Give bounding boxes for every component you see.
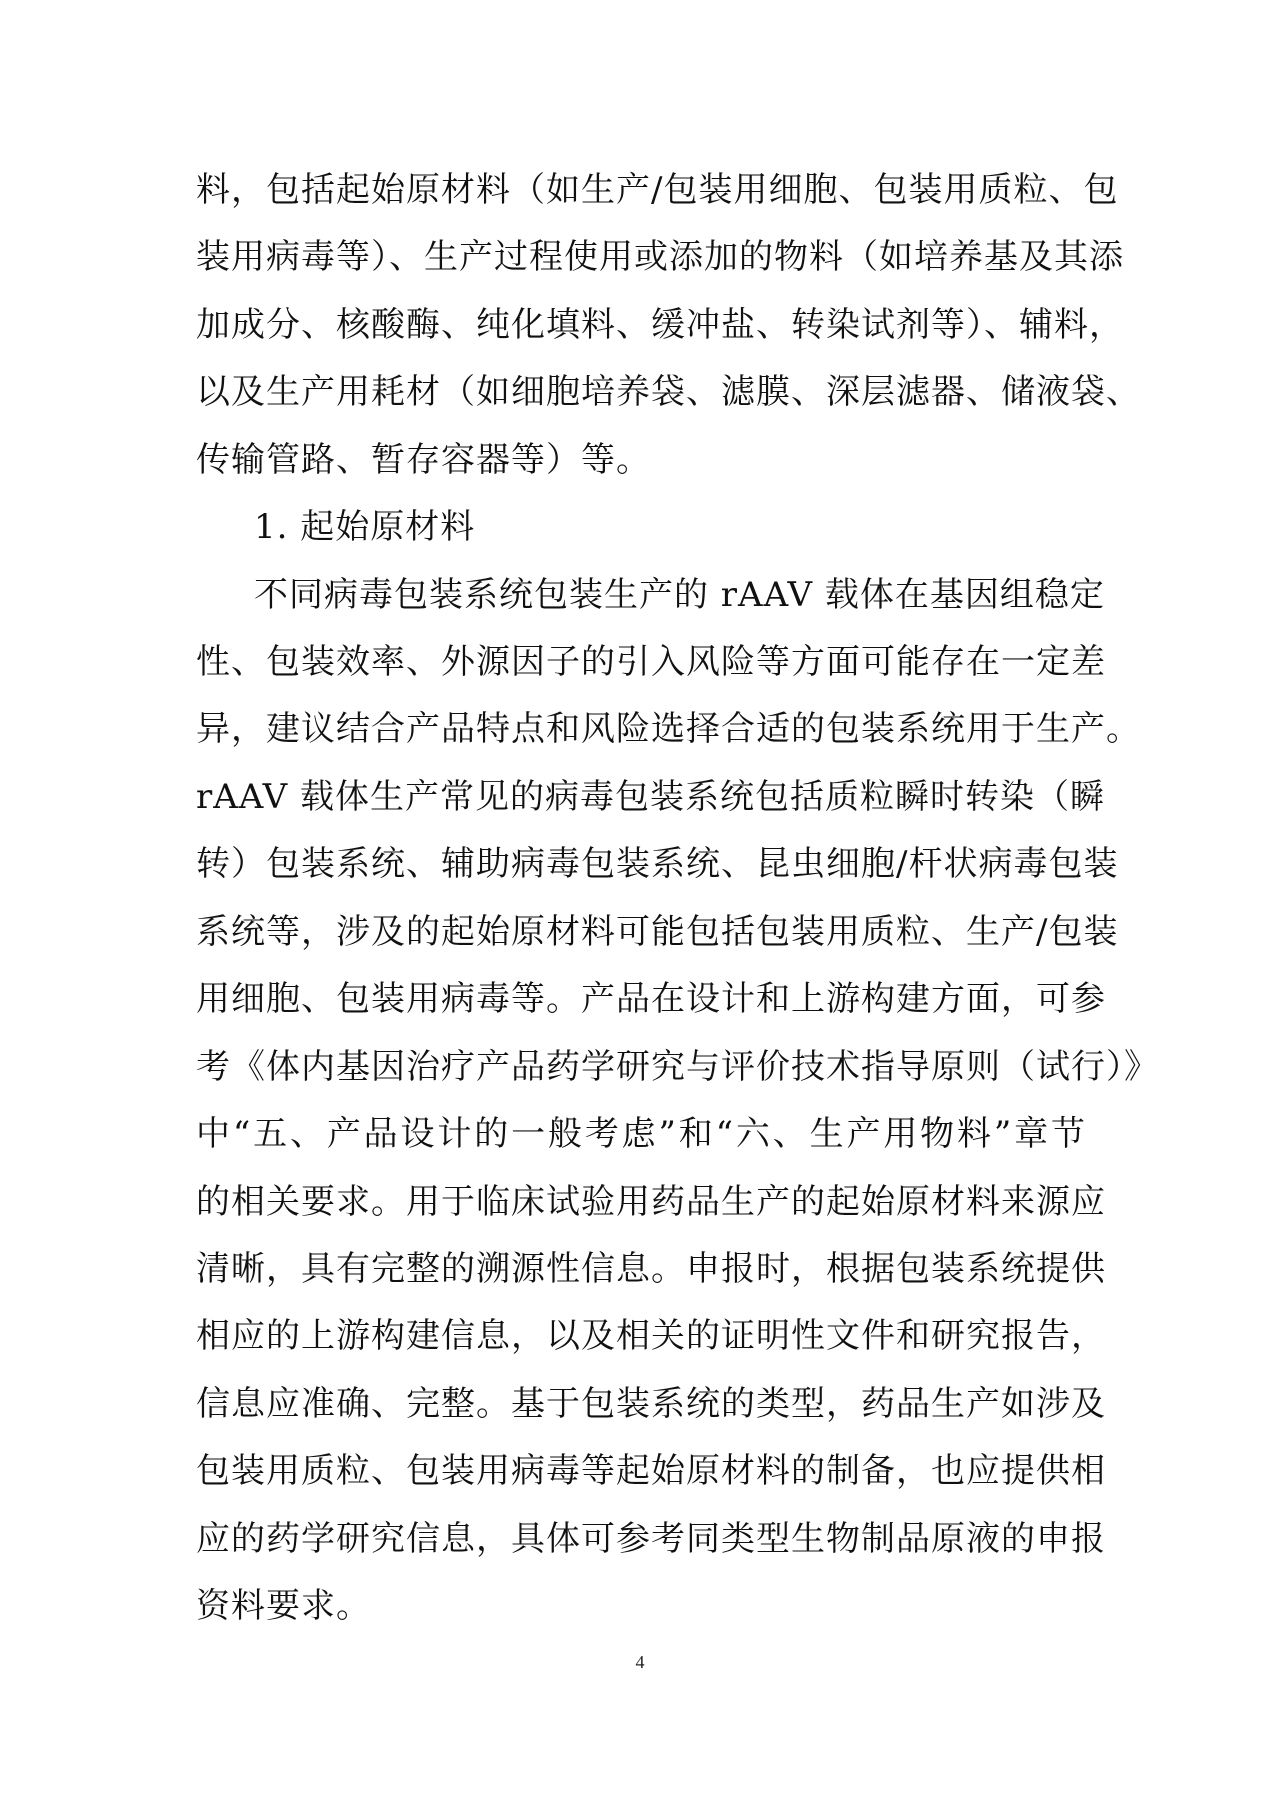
- paragraph-line: 性、包装效率、外源因子的引入风险等方面可能存在一定差: [196, 642, 1106, 682]
- paragraph-line: 异，建议结合产品特点和风险选择合适的包装系统用于生产。: [196, 709, 1141, 749]
- paragraph-line: 清晰，具有完整的溯源性信息。申报时，根据包装系统提供: [196, 1249, 1106, 1289]
- paragraph-line: 料，包括起始原材料（如生产/包装用细胞、包装用质粒、包: [196, 170, 1119, 210]
- paragraph-line: 包装用质粒、包装用病毒等起始原材料的制备，也应提供相: [196, 1451, 1106, 1491]
- paragraph-line: 系统等，涉及的起始原材料可能包括包装用质粒、生产/包装: [196, 912, 1119, 952]
- paragraph-line: 装用病毒等）、生产过程使用或添加的物料（如培养基及其添: [196, 237, 1124, 277]
- paragraph-line: 的相关要求。用于临床试验用药品生产的起始原材料来源应: [196, 1182, 1106, 1222]
- paragraph-line: 考《体内基因治疗产品药学研究与评价技术指导原则（试行）》: [196, 1047, 1159, 1087]
- paragraph-line: 不同病毒包装系统包装生产的 rAAV 载体在基因组稳定: [254, 575, 1105, 615]
- paragraph-line: 中“五、产品设计的一般考虑”和“六、生产用物料”章节: [196, 1114, 1086, 1154]
- page-number: 4: [635, 1652, 645, 1672]
- paragraph-line: 信息应准确、完整。基于包装系统的类型，药品生产如涉及: [196, 1384, 1106, 1424]
- paragraph-line: 相应的上游构建信息，以及相关的证明性文件和研究报告，: [196, 1316, 1106, 1356]
- paragraph-line: 以及生产用耗材（如细胞培养袋、滤膜、深层滤器、储液袋、: [196, 372, 1141, 412]
- paragraph-line: 加成分、核酸酶、纯化填料、缓冲盐、转染试剂等）、辅料，: [196, 305, 1124, 345]
- paragraph-line: 传输管路、暂存容器等）等。: [196, 440, 651, 480]
- paragraph-line: 转）包装系统、辅助病毒包装系统、昆虫细胞/杆状病毒包装: [196, 844, 1119, 884]
- paragraph-line: 应的药学研究信息，具体可参考同类型生物制品原液的申报: [196, 1519, 1106, 1559]
- paragraph-line: rAAV 载体生产常见的病毒包装系统包括质粒瞬时转染（瞬: [196, 777, 1106, 817]
- paragraph-line: 用细胞、包装用病毒等。产品在设计和上游构建方面，可参: [196, 979, 1106, 1019]
- paragraph-line: 资料要求。: [196, 1586, 371, 1626]
- section-heading: 1. 起始原材料: [254, 507, 476, 547]
